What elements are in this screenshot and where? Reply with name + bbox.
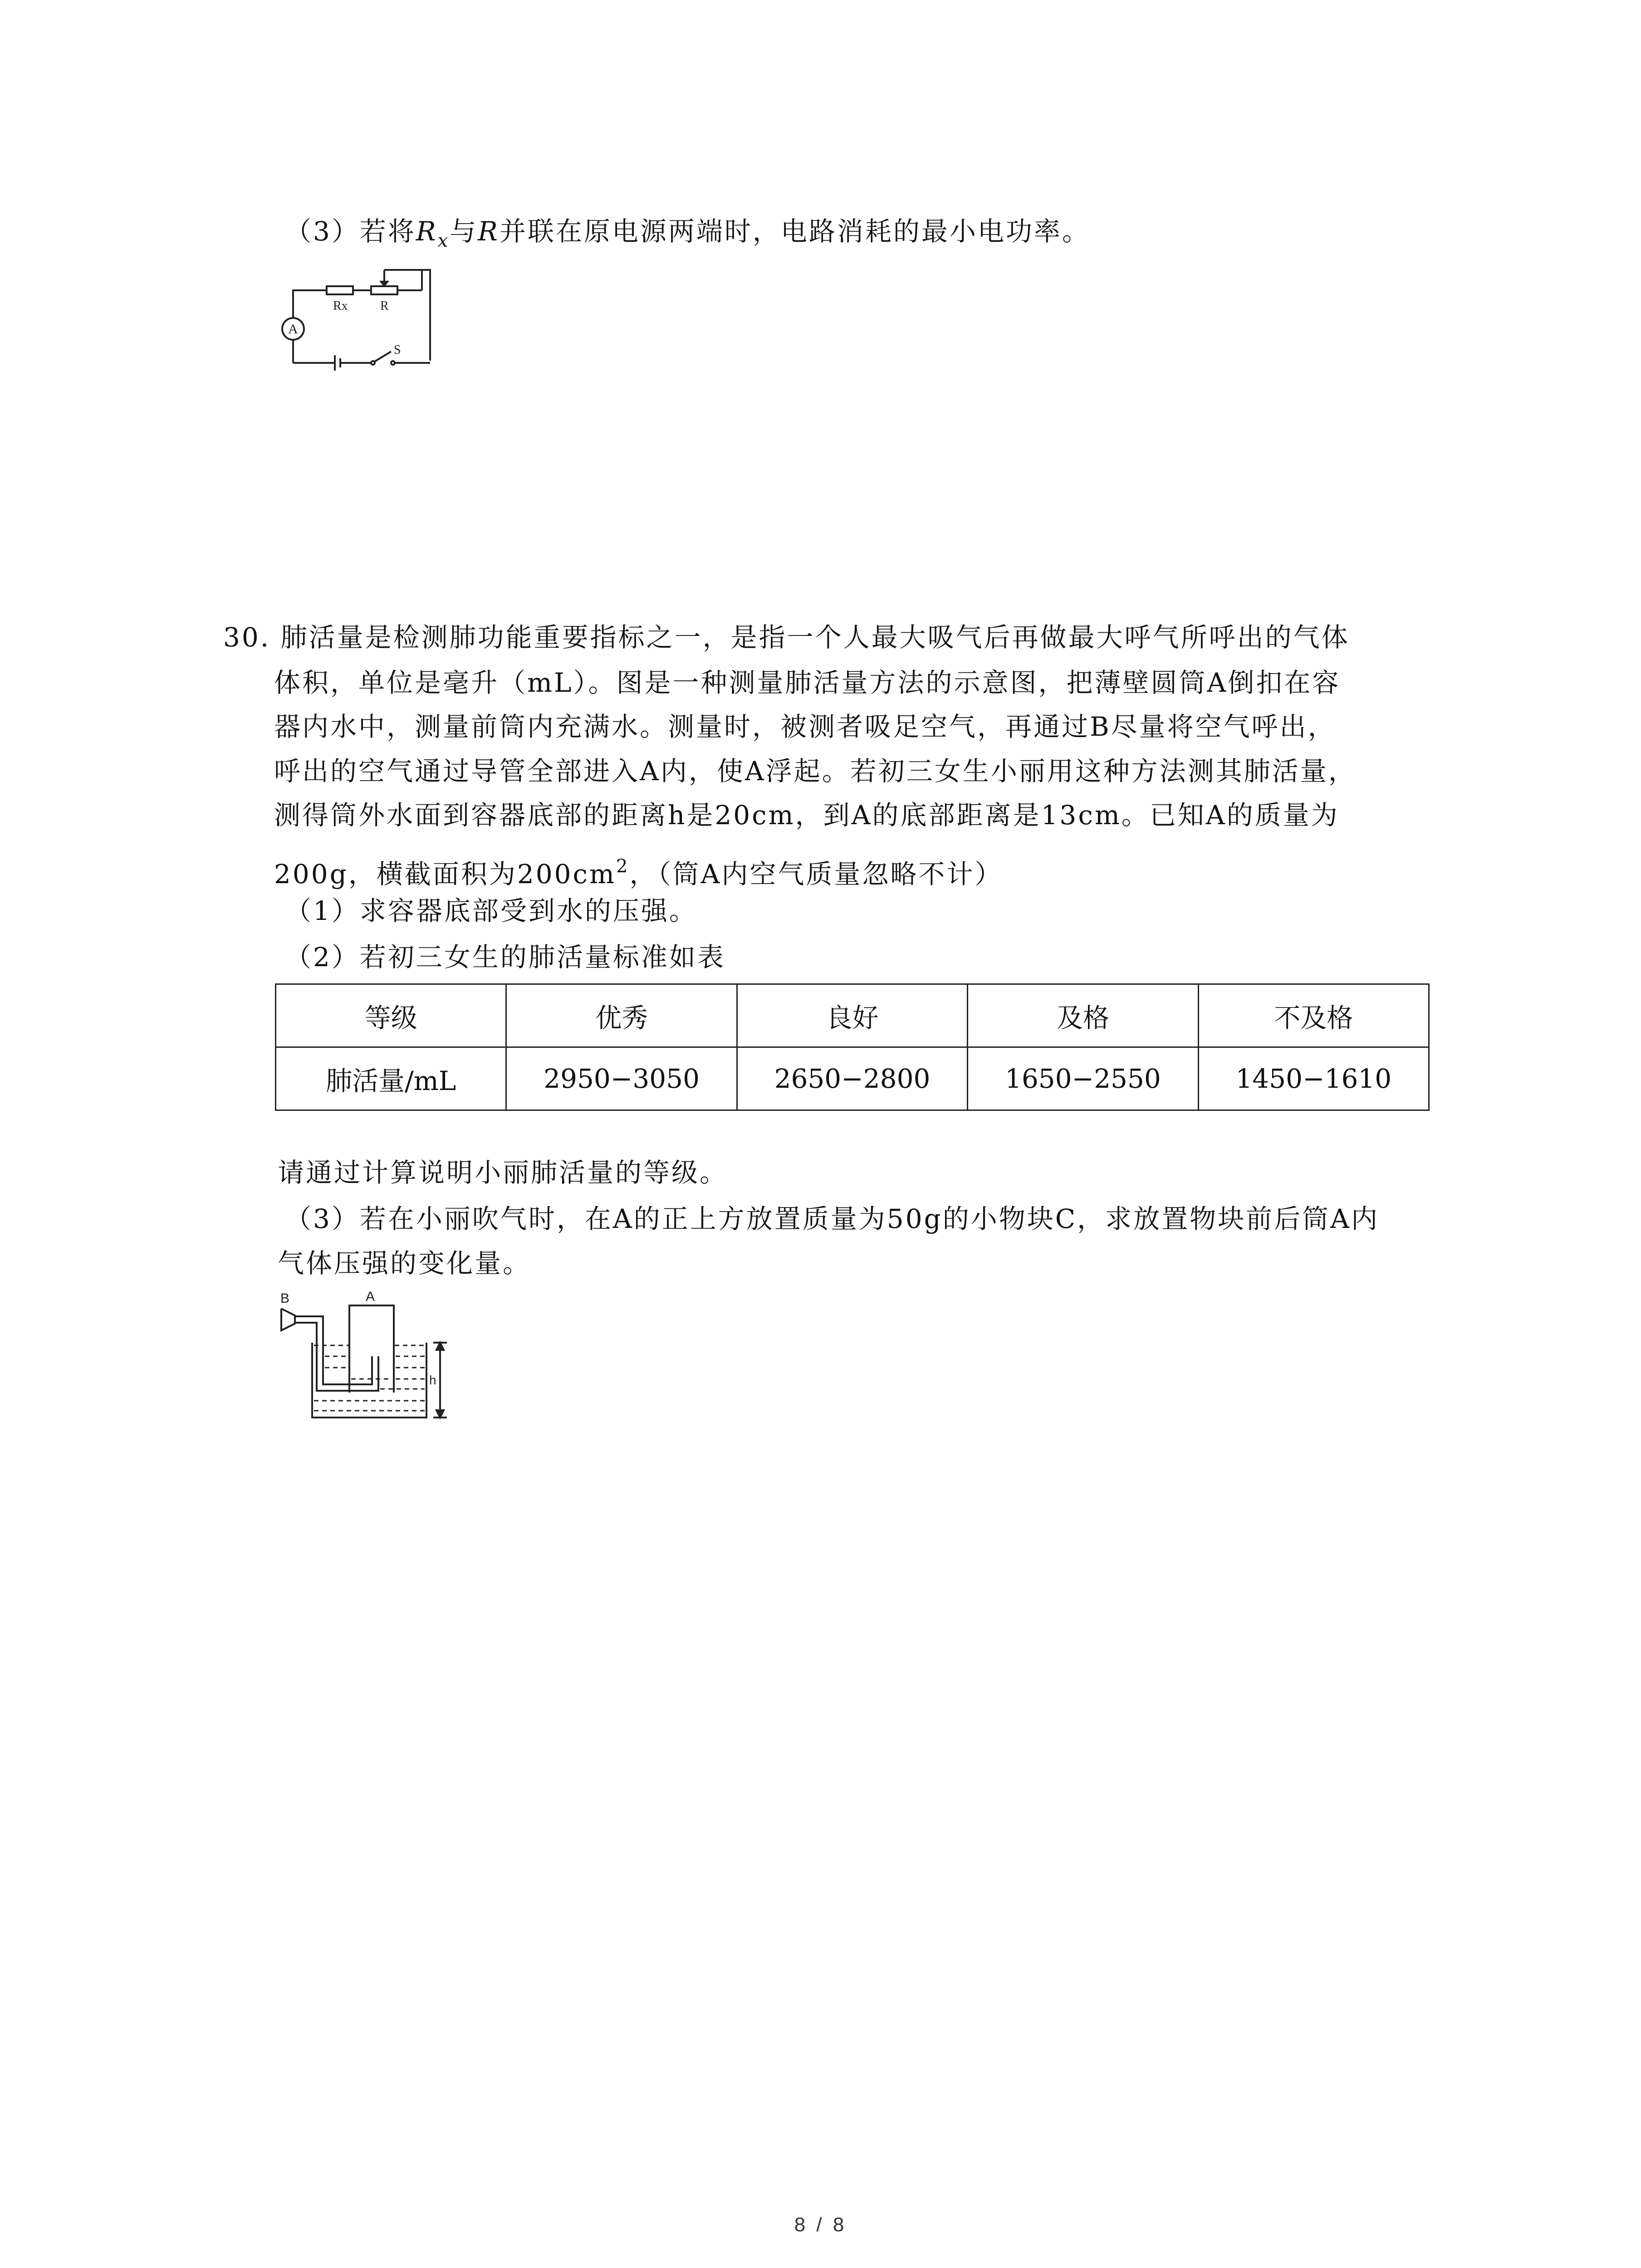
table-cell: 肺活量/mL [276,1047,506,1110]
lung-capacity-table [275,983,1430,1111]
q29-part3-mid: 与 [450,216,478,247]
table-cell: 等级 [276,984,506,1047]
table-cell: 1650−2550 [968,1047,1198,1110]
switch-label: S [394,343,401,357]
water-container [312,1343,426,1418]
q30-part3-line-2: 气体压强的变化量。 [278,1248,531,1279]
q30-line-1: 30. 肺活量是检测肺功能重要指标之一，是指一个人最大吸气后再做最大呼气所呼出的气体 [223,622,1350,653]
label-a: A [366,1289,375,1304]
table-cell: 良好 [737,984,967,1047]
page-number: 8 / 8 [794,2214,847,2236]
table-row [276,1047,1429,1110]
lung-apparatus-diagram [272,1288,481,1424]
q30-line-6-sup: 2 [616,856,630,877]
table-cell: 及格 [968,984,1198,1047]
resistor-rx [327,286,353,294]
q30-part3-line-1: （3）若在小丽吹气时，在A的正上方放置质量为50g的小物块C，求放置物块前后筒A内 [285,1203,1379,1234]
mouthpiece-b-icon [281,1309,295,1330]
table-cell: 2650−2800 [737,1047,967,1110]
table-cell: 优秀 [506,984,737,1047]
rx-label: Rx [333,299,348,313]
rx-subscript: x [437,230,450,251]
ammeter-label: A [288,322,298,337]
rx-symbol: R [416,216,438,247]
q30-line-6-b: ，（筒A内空气质量忽略不计） [629,859,1003,890]
q30-line-6-a: 200g，横截面积为200cm [274,859,617,890]
r-label: R [380,299,389,313]
q29-part3-text [285,213,1090,259]
label-b: B [280,1291,290,1306]
rheostat-r [371,286,397,294]
table-cell: 不及格 [1198,984,1429,1047]
q30-line-4: 呼出的空气通过导管全部进入A内，使A浮起。若初三女生小丽用这种方法测其肺活量， [274,756,1357,787]
circuit-diagram [272,261,463,383]
q30-part1: （1）求容器底部受到水的压强。 [285,895,697,926]
q30-after-table: 请通过计算说明小丽肺活量的等级。 [278,1157,728,1188]
q30-part2: （2）若初三女生的肺活量标准如表 [285,942,725,973]
switch-icon [374,352,391,362]
label-h: h [429,1373,436,1387]
q30-line-5: 测得筒外水面到容器底部的距离h是20cm，到A的底部距离是13cm。已知A的质量为 [274,800,1339,831]
q30-line-3: 器内水中，测量前筒内充满水。测量时，被测者吸足空气，再通过B尽量将空气呼出， [274,711,1336,742]
q30-line-6 [274,848,1003,892]
q29-part3-tail: 并联在原电源两端时，电路消耗的最小电功率。 [499,216,1090,247]
r-symbol: R [478,216,500,247]
table-cell: 1450−1610 [1198,1047,1429,1110]
table-cell: 2950−3050 [506,1047,737,1110]
q29-part3-label: （3）若将 [285,216,416,247]
q30-line-2: 体积，单位是毫升（mL）。图是一种测量肺活量方法的示意图，把薄壁圆筒A倒扣在容 [274,667,1341,698]
table-header-row [276,984,1429,1047]
